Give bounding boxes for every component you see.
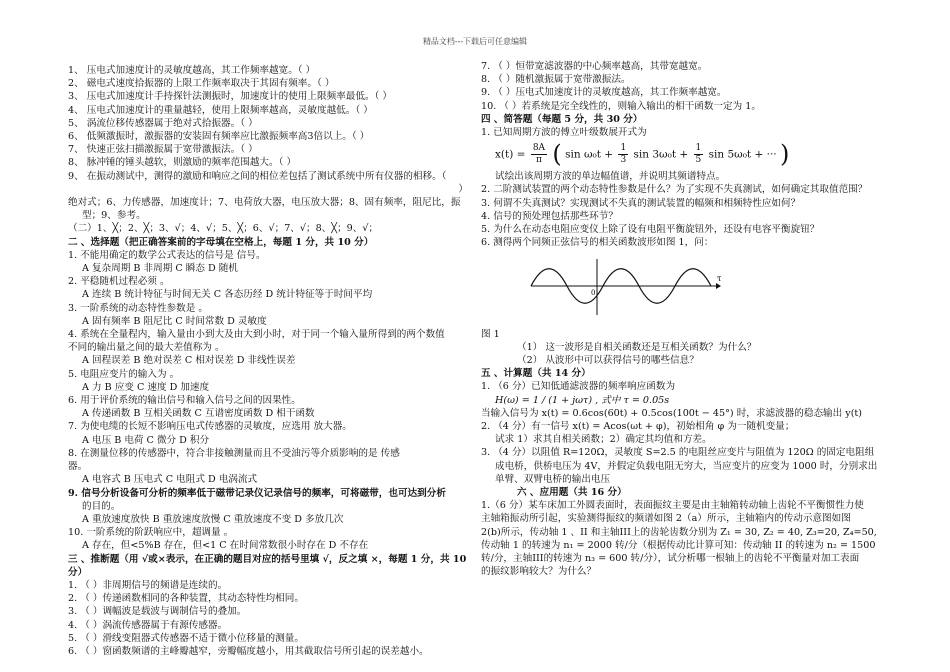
options: A 复杂周期 B 非周期 C 瞬态 D 随机 bbox=[82, 263, 238, 275]
list-item: 1. （ ）非周期信号的频谱是连续的。 bbox=[68, 579, 228, 591]
section-title: 六 、应用题（共 16 分） bbox=[517, 487, 627, 499]
section-title: 五 、计算题（共 14 分） bbox=[481, 368, 591, 380]
section-title: 四 、简答题（每题 5 分，共 30 分） bbox=[481, 113, 643, 125]
list-item: 8、 脉冲锤的锤头越软，则激励的频率范围越大。（ ） bbox=[68, 157, 297, 169]
question: 试绘出该周期方波的单边幅值谱，并说明其频谱特点。 bbox=[495, 171, 726, 183]
formula-term: sin ω₀t + bbox=[565, 148, 614, 161]
axis-label-tau: τ bbox=[717, 274, 721, 284]
question: 4. 系统在全量程内，输入量由小到大及由大到小时，对于同一个输入量所得到的两个数值 bbox=[68, 329, 445, 341]
question: 2. （4 分）有一信号 x(t) = Acos(ωt + φ)，初始相角 φ 为一随机变量； bbox=[481, 421, 795, 433]
section-title: 二 、选择题（把正确答案前的字母填在空格上，每题 1 分，共 10 分） bbox=[68, 236, 374, 248]
question: 试求 1）求其自相关函数；2）确定其均值和方差。 bbox=[495, 434, 712, 446]
question: 8. 在测量位移的传感器中，符合非接触测量而且不受油污等介质影响的是 传感 bbox=[68, 447, 400, 459]
list-item: 2、 磁电式速度拾振器的上限工作频率取决于其固有频率。（ ） bbox=[68, 78, 335, 90]
list-item: 8. （ ）随机激振属于宽带激振法。 bbox=[481, 74, 631, 86]
list-item: 1、 压电式加速度计的灵敏度越高，其工作频率越宽。（ ） bbox=[68, 65, 316, 76]
page-header: 精品文档---下载后可任意编辑 bbox=[422, 37, 528, 46]
list-item: 9、 在振动测试中，测得的激励和响应之间的相位差包括了测试系统中所有仪器的相移。（ bbox=[68, 170, 447, 182]
question: 3. 何谓不失真测试？实现测试不失真的测试装置的幅频和相频特性应如何？ bbox=[481, 197, 801, 209]
question: 9. 信号分析设备可分析的频率低于磁带记录仪记录信号的频率，可将磁带，也可达到分析 bbox=[68, 487, 446, 499]
section-title: 三 、推断题（用 √或×表示，在正确的题目对应的括号里填 √，反之填 ×，每题 1 分，共 10 bbox=[68, 553, 467, 565]
question: 3. 一阶系统的动态特性参数是 。 bbox=[68, 302, 208, 314]
question: 5. 为什么在动态电阻应变仪上除了设有电阻平衡旋钮外，还设有电容平衡旋钮？ bbox=[481, 224, 820, 236]
answer-line: 型；9、参考。 bbox=[82, 210, 146, 222]
question: 3. （4 分）以阻值 R=120Ω，灵敏度 S=2.5 的电阻丝应变片与阻值为 120Ω 的固定电阻组 bbox=[481, 447, 875, 459]
options: A 固有频率 B 阻尼比 C 时间常数 D 灵敏度 bbox=[82, 315, 267, 327]
question: 2(b)所示，传动轴 1 、II 和主轴III上的齿轮齿数分别为 Z₁ = 30, Z₂ = 40, Z₃=20, Z₄=50, bbox=[481, 526, 877, 538]
question: 2. 二阶测试装置的两个动态特性参数是什么？为了实现不失真测试，如何确定其取值范围？ bbox=[481, 184, 868, 196]
formula-lhs: x(t) = bbox=[495, 148, 526, 161]
list-item: 10. （ ）若系统是完全线性的，则输入输出的相干函数一定为 1。 bbox=[481, 100, 761, 112]
question: 1. 不能用确定的数学公式表达的信号是 信号。 bbox=[68, 249, 266, 261]
figure-caption: 图 1 bbox=[481, 328, 500, 340]
options: A 电压 B 电荷 C 微分 D 积分 bbox=[82, 434, 210, 446]
question: 不同的输出量之间的最大差值称为 。 bbox=[68, 342, 225, 354]
question: 转/分，主轴III的转速为 n₃ = 600 转/分），试分析哪一根轴上的齿轮不平衡量对加工表面 bbox=[481, 553, 860, 565]
list-item: 7、 快速正弦扫描激振属于宽带激振法。（ ） bbox=[68, 144, 258, 156]
list-item: 2. （ ）传递函数相同的各种装置，其动态特性均相同。 bbox=[68, 593, 304, 605]
formula-fraction: $\frac{1}{3}$ bbox=[620, 143, 627, 166]
list-item: 4. （ ）涡流传感器属于有源传感器。 bbox=[68, 619, 228, 631]
question: 6. 测得两个同频正弦信号的相关函数波形如图 1，问： bbox=[481, 237, 714, 249]
list-item: 3、 压电式加速度计手持探针法测振时，加速度计的使用上限频率最低。（ ） bbox=[68, 91, 392, 103]
left-column bbox=[68, 64, 468, 658]
formula-term: sin 5ω₀t + ··· bbox=[708, 148, 777, 161]
options: A 存在，但<5%B 存在，但<1 C 在时间常数很小时存在 D 不存在 bbox=[82, 540, 369, 552]
correlation-waveform bbox=[521, 253, 721, 319]
list-item: 5、 涡流位移传感器属于绝对式拾振器。（ ） bbox=[68, 117, 258, 129]
question: 7. 为使电缆的长短不影响压电式传感器的灵敏度，应选用 放大器。 bbox=[68, 421, 352, 433]
question: 10. 一阶系统的阶跃响应中，超调量 。 bbox=[68, 527, 234, 539]
axis-arrow bbox=[716, 283, 721, 289]
question: 1.（6 分）某车床加工外圆表面时，表面振纹主要是由主轴箱转动轴上齿轮不平衡惯性力使 bbox=[481, 500, 864, 512]
fraction-denominator: π bbox=[535, 155, 542, 166]
right-column bbox=[481, 60, 891, 579]
list-item: 6、 低频激振时，激振器的安装固有频率应比激振频率高3倍以上。（ ） bbox=[68, 131, 370, 143]
options: A 传递函数 B 互相关函数 C 互谱密度函数 D 相干函数 bbox=[82, 408, 315, 420]
question: 1. （6 分）已知低通滤波器的频率响应函数为 bbox=[481, 381, 676, 393]
formula-fraction bbox=[531, 143, 547, 166]
question: 2. 平稳随机过程必须 。 bbox=[68, 276, 170, 288]
question: 4. 信号的预处理包括那些环节？ bbox=[481, 210, 618, 222]
answer-line: （二）1、╳；2、╳；3、√；4、√；5、╳；6、√；7、√；8、╳；9、√； bbox=[68, 223, 379, 235]
question: 单臂、双臂电桥的输出电压 bbox=[495, 473, 611, 485]
options: A 连续 B 统计特征与时间无关 C 各态历经 D 统计特征等于时间平均 bbox=[82, 289, 373, 301]
formula-fraction: $\frac{1}{5}$ bbox=[695, 143, 702, 166]
question: 传动轴 1 的转速为 n₁ = 2000 转/分（根据传动比计算可知：传动轴 II 的转速为 n₂ = 1500 bbox=[481, 539, 876, 551]
sub-question: （1） 这一波形是自相关函数还是互相关函数？为什么？ bbox=[517, 341, 757, 353]
formula-term: sin 3ω₀t + bbox=[633, 148, 689, 161]
list-item: 7. （ ）恒带宽滤波器的中心频率越高，其带宽越宽。 bbox=[481, 61, 708, 72]
fourier-formula: x(t) = $\frac{8A}{\pi}$ ( sin ω₀t + $\frac{1}{3}$ sin 3ω₀t + $\frac{1}{5}$ sin 5ω₀t + ··· ) bbox=[495, 140, 790, 169]
formula: H(ω) = 1 / (1 + jωτ) , 式中 τ = 0.05s bbox=[495, 394, 670, 406]
list-item: 6. （ ）窗函数频谱的主峰瓣越窄，旁瓣幅度越小，用其截取信号所引起的误差越小。 bbox=[68, 645, 429, 657]
options: A 回程误差 B 绝对误差 C 相对误差 D 非线性误差 bbox=[82, 355, 296, 367]
fraction-numerator: 8A bbox=[532, 143, 546, 154]
list-item: 5. （ ）滑线变阻器式传感器不适于微小位移量的测量。 bbox=[68, 632, 304, 644]
question: 器。 bbox=[68, 461, 88, 473]
figure-1 bbox=[521, 253, 891, 323]
list-item: 3. （ ）调幅波是载波与调制信号的叠加。 bbox=[68, 606, 247, 618]
question: 成电桥，供桥电压为 4V，并假定负载电阻无穷大，当应变片的应变为 1000 时，分别求出 bbox=[495, 460, 878, 472]
sub-question: （2） 从波形中可以获得信号的哪些信息？ bbox=[517, 355, 699, 367]
question: 5. 电阻应变片的输入为 。 bbox=[68, 368, 180, 380]
list-item-tail: ） bbox=[458, 183, 468, 195]
question: 主轴箱振动所引起，实验测得振纹的频谱如图 2（a）所示，主轴箱内的传动示意图如图 bbox=[481, 513, 851, 525]
question: 6. 用于评价系统的输出信号和输入信号之间的因果性。 bbox=[68, 395, 301, 407]
answer-line: 绝对式；6、力传感器，加速度计；7、电荷放大器，电压放大器；8、固有频率，阻尼比，振 bbox=[68, 197, 461, 209]
options: A 力 B 应变 C 速度 D 加速度 bbox=[82, 381, 210, 393]
list-item: 4、 压电式加速度计的重量越轻，使用上限频率越高，灵敏度越低。（ ） bbox=[68, 104, 373, 116]
list-item: 9. （ ）压电式加速度计的灵敏度越高，其工作频率越宽。 bbox=[481, 87, 727, 99]
options: A 重放速度放快 B 重放速度放慢 C 重放速度不变 D 多放几次 bbox=[82, 513, 344, 525]
section-title: 分） bbox=[68, 566, 88, 578]
question: 的振纹影响较大？为什么？ bbox=[481, 566, 597, 578]
options: A 电容式 B 压电式 C 电阻式 D 电涡流式 bbox=[82, 474, 258, 486]
question: 的目的。 bbox=[82, 500, 121, 512]
question: 当输入信号为 x(t) = 0.6cos(60t) + 0.5cos(100t − 45°) 时，求滤波器的稳态输出 y(t) bbox=[481, 407, 863, 419]
origin-label: 0 bbox=[591, 289, 596, 298]
question: 1. 已知周期方波的傅立叶级数展开式为 bbox=[481, 127, 647, 139]
